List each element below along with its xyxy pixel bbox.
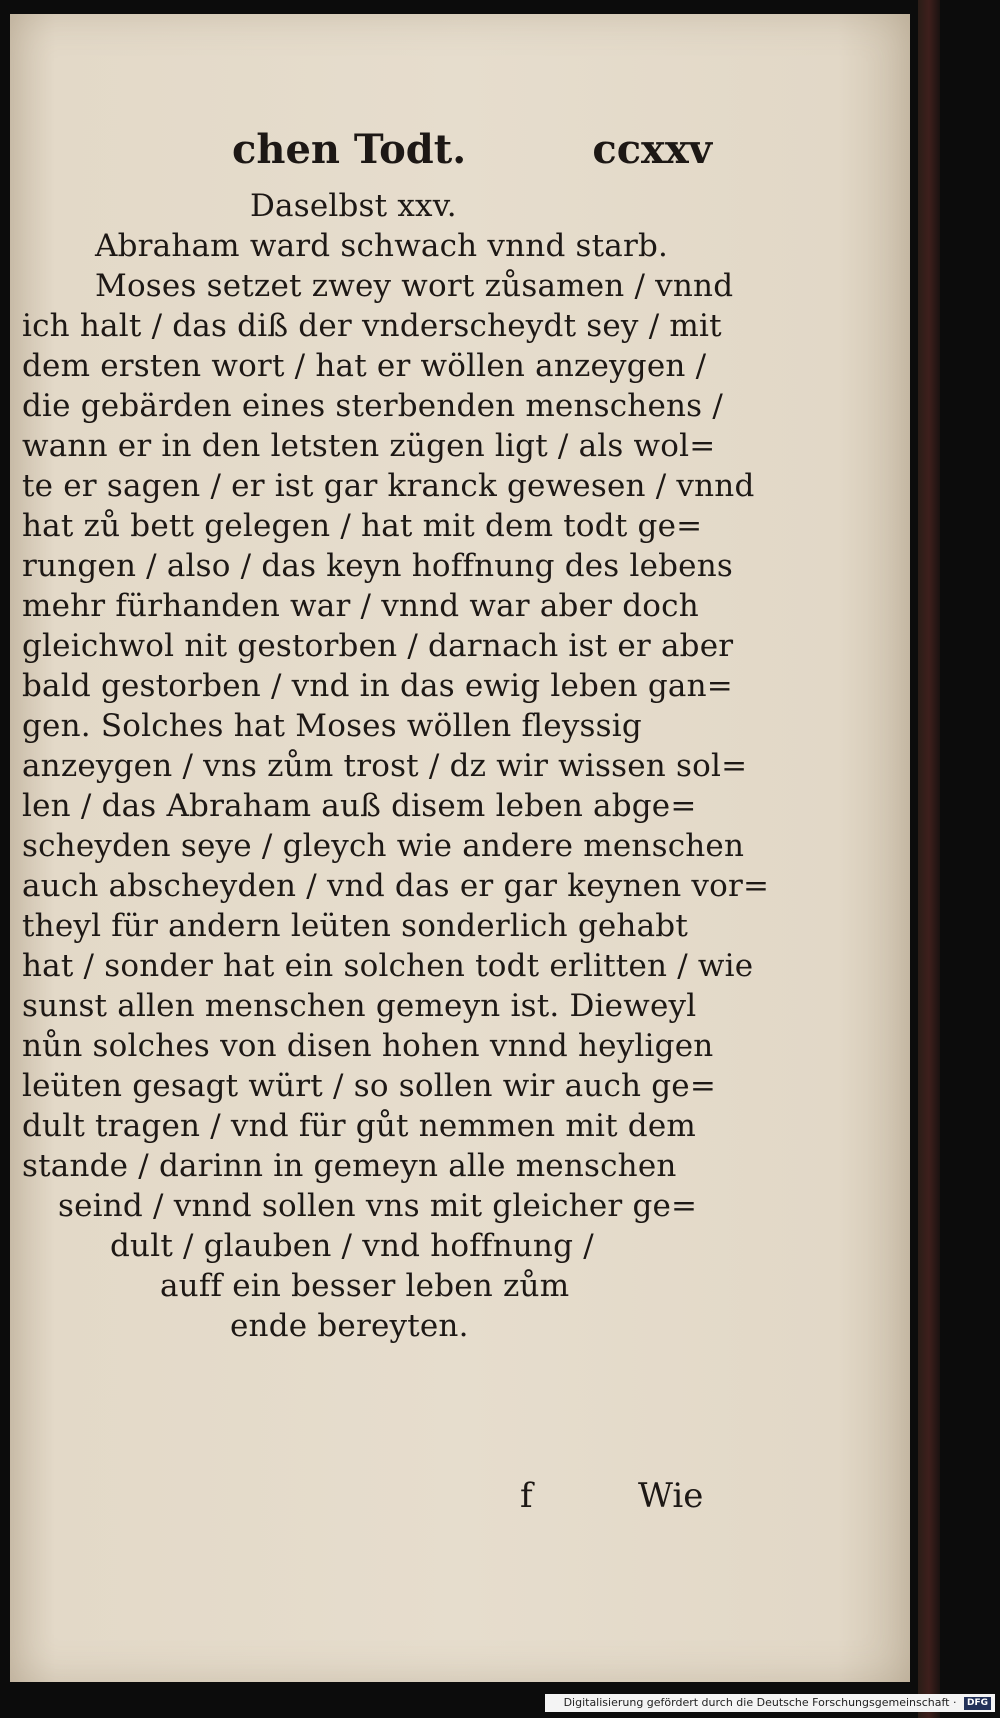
text-line: ich halt / das diß der vnderscheydt sey / mit <box>22 308 722 344</box>
text-line: ende bereyten. <box>230 1308 469 1344</box>
book-spine <box>918 0 940 1718</box>
text-line: Moses setzet zwey wort zůsamen / vnnd <box>95 268 734 304</box>
text-line: len / das Abraham auß disem leben abge= <box>22 788 697 824</box>
text-line: dult / glauben / vnd hoffnung / <box>110 1228 594 1264</box>
text-line: leüten gesagt würt / so sollen wir auch ge= <box>22 1068 717 1104</box>
text-line: mehr fürhanden war / vnnd war aber doch <box>22 588 699 624</box>
text-line: dem ersten wort / hat er wöllen anzeygen / <box>22 348 707 384</box>
text-line: die gebärden eines sterbenden menschens / <box>22 388 723 424</box>
text-line: nůn solches von disen hohen vnnd heyligen <box>22 1028 714 1064</box>
text-line: bald gestorben / vnd in das ewig leben gan= <box>22 668 733 704</box>
chapter-reference: Daselbst xxv. <box>250 188 457 224</box>
text-line: Abraham ward schwach vnnd starb. <box>95 228 669 264</box>
footer-text: Digitalisierung gefördert durch die Deutsche Forschungsgemeinschaft · <box>563 1696 957 1709</box>
text-line: stande / darinn in gemeyn alle menschen <box>22 1148 677 1184</box>
dfg-logo: DFG <box>964 1697 991 1710</box>
signature-mark: f <box>520 1476 533 1516</box>
text-line: wann er in den letsten zügen ligt / als wol= <box>22 428 716 464</box>
text-line: auch abscheyden / vnd das er gar keynen vor= <box>22 868 770 904</box>
text-line: seind / vnnd sollen vns mit gleicher ge= <box>58 1188 698 1224</box>
book-page <box>10 14 910 1682</box>
text-line: hat zů bett gelegen / hat mit dem todt ge= <box>22 508 703 544</box>
text-line: gleichwol nit gestorben / darnach ist er aber <box>22 628 734 664</box>
text-line: sunst allen menschen gemeyn ist. Dieweyl <box>22 988 697 1024</box>
footer-credit <box>545 1694 995 1712</box>
text-line: auff ein besser leben zům <box>160 1268 570 1304</box>
text-line: theyl für andern leüten sonderlich gehabt <box>22 908 688 944</box>
running-title: chen Todt. <box>232 126 467 173</box>
text-line: hat / sonder hat ein solchen todt erlitten / wie <box>22 948 754 984</box>
text-line: anzeygen / vns zům trost / dz wir wissen sol= <box>22 748 748 784</box>
text-line: gen. Solches hat Moses wöllen fleyssig <box>22 708 642 744</box>
text-line: te er sagen / er ist gar kranck gewesen / vnnd <box>22 468 755 504</box>
folio-number: ccxxv <box>592 126 712 173</box>
running-head <box>232 126 712 182</box>
text-line: scheyden seye / gleych wie andere menschen <box>22 828 745 864</box>
catchword: Wie <box>638 1476 704 1516</box>
text-line: rungen / also / das keyn hoffnung des lebens <box>22 548 733 584</box>
page-text <box>10 14 910 1682</box>
text-line: dult tragen / vnd für gůt nemmen mit dem <box>22 1108 696 1144</box>
